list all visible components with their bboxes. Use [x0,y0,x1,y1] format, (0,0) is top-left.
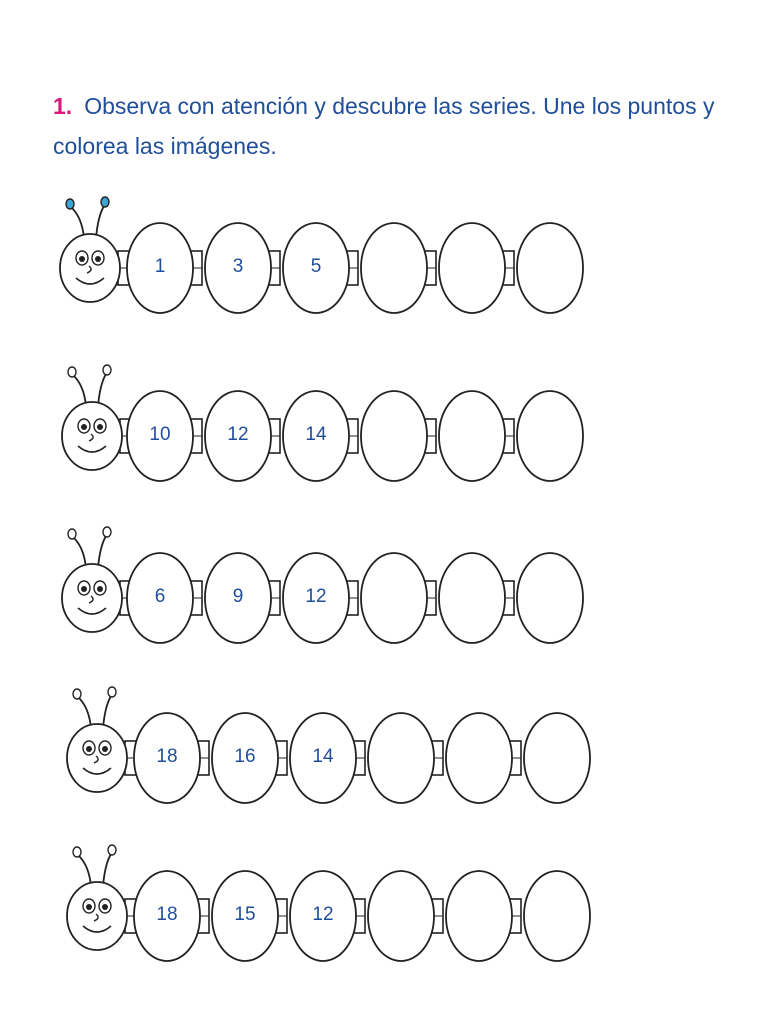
series-number: 18 [156,904,178,925]
caterpillar-drawing [0,838,768,988]
antenna-tip-icon [73,847,81,857]
antenna-icon [79,698,91,728]
body-segment-blank[interactable] [368,871,434,961]
caterpillar-drawing [0,190,768,340]
series-number: 3 [232,256,244,277]
body-segment-blank[interactable] [439,391,505,481]
antenna-tip-icon [68,529,76,539]
antenna-icon [74,538,86,568]
series-number: 12 [227,424,249,445]
antenna-tip-icon [103,527,111,537]
caterpillar-drawing [0,680,768,830]
pupil-icon [95,256,101,262]
pupil-icon [81,424,87,430]
pupil-icon [102,746,108,752]
body-segment-blank[interactable] [368,713,434,803]
antenna-tip-icon [108,845,116,855]
body-segment-blank[interactable] [439,223,505,313]
body-segment-blank[interactable] [361,223,427,313]
caterpillar-row [0,520,768,670]
body-segment-blank[interactable] [446,871,512,961]
series-number: 9 [232,586,244,607]
series-number: 14 [305,424,327,445]
caterpillar-row [0,190,768,340]
pupil-icon [97,586,103,592]
pupil-icon [81,586,87,592]
series-number: 16 [234,746,256,767]
antenna-tip-icon [103,365,111,375]
caterpillar-row [0,680,768,830]
series-number: 14 [312,746,334,767]
series-number: 10 [149,424,171,445]
antenna-tip-icon [66,199,74,209]
body-segment-blank[interactable] [439,553,505,643]
pupil-icon [86,904,92,910]
caterpillar-drawing [0,358,768,508]
body-segment-blank[interactable] [517,391,583,481]
antenna-icon [103,854,111,886]
pupil-icon [86,746,92,752]
body-segment-blank[interactable] [446,713,512,803]
body-segment-blank[interactable] [524,713,590,803]
antenna-icon [103,696,111,728]
series-number: 6 [154,586,166,607]
exercise-number: 1. [53,93,73,119]
antenna-icon [98,536,106,568]
antenna-tip-icon [73,689,81,699]
antenna-icon [74,376,86,406]
antenna-icon [96,206,104,238]
body-segment-blank[interactable] [517,553,583,643]
body-segment-blank[interactable] [361,391,427,481]
series-number: 12 [312,904,334,925]
body-segment-blank[interactable] [517,223,583,313]
series-number: 15 [234,904,256,925]
antenna-tip-icon [101,197,109,207]
antenna-icon [98,374,106,406]
antenna-tip-icon [108,687,116,697]
series-number: 1 [154,256,166,277]
instruction-body: Observa con atención y descubre las series. Une los puntos y colorea las imágenes. [53,93,715,159]
body-segment-blank[interactable] [524,871,590,961]
instruction-text [53,86,733,166]
antenna-tip-icon [68,367,76,377]
series-number: 5 [310,256,322,277]
pupil-icon [102,904,108,910]
series-number: 12 [305,586,327,607]
pupil-icon [79,256,85,262]
antenna-icon [72,208,84,238]
caterpillar-drawing [0,520,768,670]
pupil-icon [97,424,103,430]
body-segment-blank[interactable] [361,553,427,643]
series-number: 18 [156,746,178,767]
antenna-icon [79,856,91,886]
caterpillar-row [0,358,768,508]
caterpillar-row [0,838,768,988]
